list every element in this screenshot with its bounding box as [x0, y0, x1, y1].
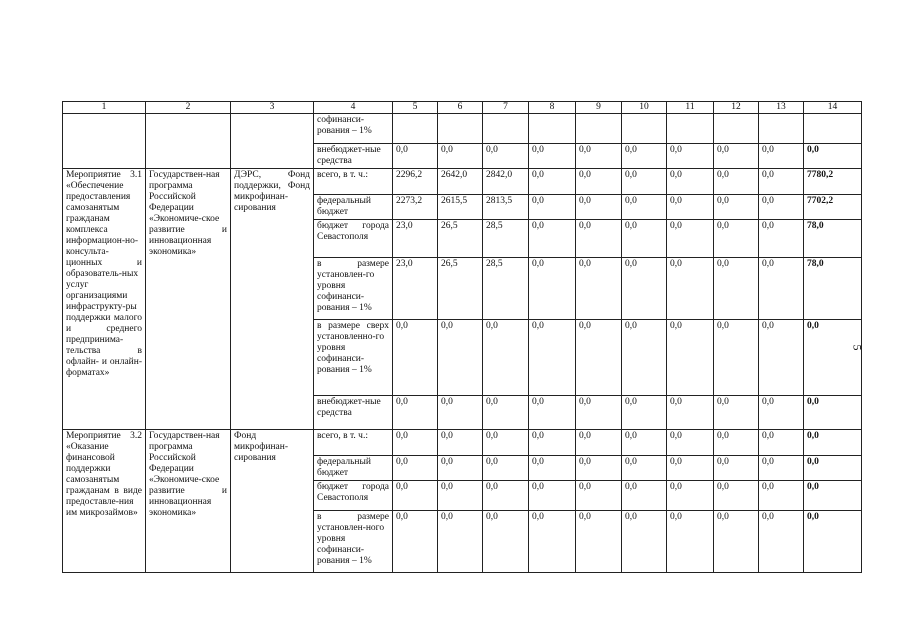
value-cell: 0,0 [393, 481, 438, 511]
value-cell: 0,0 [714, 169, 759, 195]
value-cell: 0,0 [714, 511, 759, 573]
table-row [63, 430, 862, 456]
value-cell: 0,0 [667, 481, 714, 511]
value-cell: 0,0 [714, 258, 759, 320]
value-cell: 0,0 [759, 220, 804, 258]
total-cell: 7780,2 [804, 169, 862, 195]
measure-3-1-executor: ДЭРС, Фонд поддержки, Фонд микрофинан-сирования [231, 169, 314, 430]
header-cell: 3 [231, 102, 314, 114]
value-cell: 0,0 [622, 258, 667, 320]
value-cell: 0,0 [622, 320, 667, 396]
value-cell: 0,0 [759, 481, 804, 511]
indicator-cell: софинанси-рования – 1% [314, 114, 393, 144]
total-cell: 0,0 [804, 481, 862, 511]
value-cell: 0,0 [622, 456, 667, 481]
value-cell: 0,0 [759, 258, 804, 320]
value-cell: 0,0 [576, 195, 622, 220]
value-cell: 2615,5 [438, 195, 483, 220]
header-cell: 6 [438, 102, 483, 114]
header-cell: 8 [529, 102, 576, 114]
value-cell: 2296,2 [393, 169, 438, 195]
value-cell: 0,0 [529, 456, 576, 481]
budget-table [62, 101, 862, 573]
value-cell: 0,0 [576, 481, 622, 511]
value-cell: 0,0 [622, 169, 667, 195]
table-row [63, 114, 862, 144]
header-cell: 4 [314, 102, 393, 114]
total-cell: 0,0 [804, 144, 862, 169]
measure-3-2-name: Мероприятие 3.2 «Оказание финансовой поддержки самозанятым гражданам в виде предоставле-ния им микрозаймов» [63, 430, 146, 573]
value-cell: 0,0 [667, 169, 714, 195]
value-cell [529, 114, 576, 144]
value-cell [714, 114, 759, 144]
measure-3-1-program: Государствен-ная программа Российской Федерации «Экономиче-ское развитие и инновационная экономика» [146, 169, 231, 430]
value-cell: 2642,0 [438, 169, 483, 195]
value-cell: 0,0 [576, 511, 622, 573]
value-cell: 0,0 [438, 481, 483, 511]
value-cell: 0,0 [483, 511, 529, 573]
value-cell: 0,0 [667, 220, 714, 258]
value-cell: 0,0 [576, 396, 622, 430]
indicator-cell: бюджет города Севастополя [314, 481, 393, 511]
value-cell: 0,0 [576, 220, 622, 258]
header-cell: 10 [622, 102, 667, 114]
value-cell: 0,0 [576, 320, 622, 396]
value-cell: 0,0 [483, 456, 529, 481]
header-cell: 5 [393, 102, 438, 114]
value-cell: 0,0 [393, 144, 438, 169]
value-cell: 0,0 [622, 144, 667, 169]
value-cell: 0,0 [667, 430, 714, 456]
header-cell: 12 [714, 102, 759, 114]
value-cell: 0,0 [714, 144, 759, 169]
value-cell: 0,0 [714, 396, 759, 430]
value-cell: 0,0 [438, 511, 483, 573]
value-cell: 2273,2 [393, 195, 438, 220]
value-cell [483, 114, 529, 144]
value-cell: 0,0 [759, 430, 804, 456]
value-cell: 0,0 [529, 396, 576, 430]
value-cell: 26,5 [438, 220, 483, 258]
indicator-cell: бюджет города Севастополя [314, 220, 393, 258]
value-cell: 0,0 [759, 511, 804, 573]
value-cell: 0,0 [576, 258, 622, 320]
value-cell [622, 114, 667, 144]
value-cell: 0,0 [576, 144, 622, 169]
value-cell: 0,0 [529, 195, 576, 220]
value-cell: 2813,5 [483, 195, 529, 220]
value-cell: 0,0 [622, 220, 667, 258]
value-cell: 0,0 [438, 456, 483, 481]
measure-3-2-executor: Фонд микрофинан-сирования [231, 430, 314, 573]
value-cell: 0,0 [393, 511, 438, 573]
value-cell: 0,0 [714, 481, 759, 511]
value-cell: 0,0 [667, 258, 714, 320]
indicator-cell: в размере сверх установленно-го уровня софинанси-рования – 1% [314, 320, 393, 396]
value-cell: 0,0 [667, 456, 714, 481]
value-cell: 26,5 [438, 258, 483, 320]
header-cell: 13 [759, 102, 804, 114]
indicator-cell: всего, в т. ч.: [314, 169, 393, 195]
value-cell: 0,0 [714, 430, 759, 456]
total-cell: 0,0 [804, 511, 862, 573]
value-cell [393, 114, 438, 144]
value-cell: 0,0 [576, 456, 622, 481]
value-cell: 0,0 [667, 195, 714, 220]
indicator-cell: в размере установлен-ного уровня софинанси-рования – 1% [314, 511, 393, 573]
value-cell: 0,0 [438, 144, 483, 169]
value-cell: 0,0 [393, 320, 438, 396]
value-cell: 28,5 [483, 258, 529, 320]
value-cell: 0,0 [759, 169, 804, 195]
value-cell: 0,0 [759, 320, 804, 396]
empty-cell [231, 114, 314, 169]
value-cell: 0,0 [438, 430, 483, 456]
value-cell: 0,0 [529, 169, 576, 195]
indicator-cell: внебюджет-ные средства [314, 144, 393, 169]
table-row [63, 169, 862, 195]
value-cell: 0,0 [483, 144, 529, 169]
header-cell: 2 [146, 102, 231, 114]
indicator-cell: федеральный бюджет [314, 195, 393, 220]
value-cell: 0,0 [483, 481, 529, 511]
empty-cell [146, 114, 231, 169]
value-cell: 0,0 [393, 396, 438, 430]
value-cell: 0,0 [714, 195, 759, 220]
measure-3-1-name: Мероприятие 3.1 «Обеспечение предоставления самозанятым гражданам комплекса информацион-но-консульта-ционных и образователь-ных услуг организациями инфраструкту-ры поддержки малого и среднего предпринима-тельства в офлайн- и онлайн-форматах» [63, 169, 146, 430]
total-cell: 78,0 [804, 220, 862, 258]
value-cell: 0,0 [759, 195, 804, 220]
value-cell: 0,0 [622, 481, 667, 511]
indicator-cell: в размере установлен-го уровня софинанси-рования – 1% [314, 258, 393, 320]
value-cell: 0,0 [622, 195, 667, 220]
value-cell: 0,0 [714, 456, 759, 481]
value-cell: 0,0 [759, 396, 804, 430]
total-cell: 0,0 [804, 396, 862, 430]
empty-cell [63, 114, 146, 169]
value-cell: 0,0 [667, 396, 714, 430]
value-cell: 0,0 [529, 481, 576, 511]
indicator-cell: всего, в т. ч.: [314, 430, 393, 456]
value-cell: 0,0 [622, 430, 667, 456]
indicator-cell: федеральный бюджет [314, 456, 393, 481]
header-cell: 9 [576, 102, 622, 114]
header-cell: 11 [667, 102, 714, 114]
value-cell: 23,0 [393, 258, 438, 320]
header-cell: 1 [63, 102, 146, 114]
value-cell: 0,0 [529, 258, 576, 320]
value-cell: 0,0 [576, 169, 622, 195]
value-cell: 0,0 [714, 220, 759, 258]
total-cell: 0,0 [804, 456, 862, 481]
value-cell: 0,0 [667, 144, 714, 169]
value-cell: 23,0 [393, 220, 438, 258]
value-cell: 0,0 [438, 320, 483, 396]
value-cell: 0,0 [483, 396, 529, 430]
value-cell: 0,0 [483, 430, 529, 456]
value-cell: 28,5 [483, 220, 529, 258]
header-cell: 14 [804, 102, 862, 114]
total-cell: 0,0 [804, 320, 862, 396]
total-cell: 78,0 [804, 258, 862, 320]
header-row [63, 102, 862, 114]
value-cell: 0,0 [667, 320, 714, 396]
total-cell: 7702,2 [804, 195, 862, 220]
value-cell: 0,0 [576, 430, 622, 456]
value-cell: 0,0 [529, 220, 576, 258]
value-cell: 0,0 [714, 320, 759, 396]
value-cell: 0,0 [529, 511, 576, 573]
value-cell: 0,0 [438, 396, 483, 430]
value-cell: 0,0 [759, 144, 804, 169]
value-cell: 0,0 [483, 320, 529, 396]
value-cell: 0,0 [393, 430, 438, 456]
value-cell: 0,0 [622, 511, 667, 573]
value-cell [759, 114, 804, 144]
value-cell [438, 114, 483, 144]
measure-3-2-program: Государствен-ная программа Российской Федерации «Экономиче-ское развитие и инновационная экономика» [146, 430, 231, 573]
value-cell: 0,0 [622, 396, 667, 430]
value-cell: 0,0 [759, 456, 804, 481]
value-cell: 0,0 [667, 511, 714, 573]
value-cell: 0,0 [529, 430, 576, 456]
value-cell: 0,0 [529, 144, 576, 169]
value-cell [576, 114, 622, 144]
value-cell: 0,0 [393, 456, 438, 481]
page-number: 5 [850, 344, 865, 351]
total-cell [804, 114, 862, 144]
value-cell: 0,0 [529, 320, 576, 396]
indicator-cell: внебюджет-ные средства [314, 396, 393, 430]
value-cell: 2842,0 [483, 169, 529, 195]
total-cell: 0,0 [804, 430, 862, 456]
value-cell [667, 114, 714, 144]
header-cell: 7 [483, 102, 529, 114]
